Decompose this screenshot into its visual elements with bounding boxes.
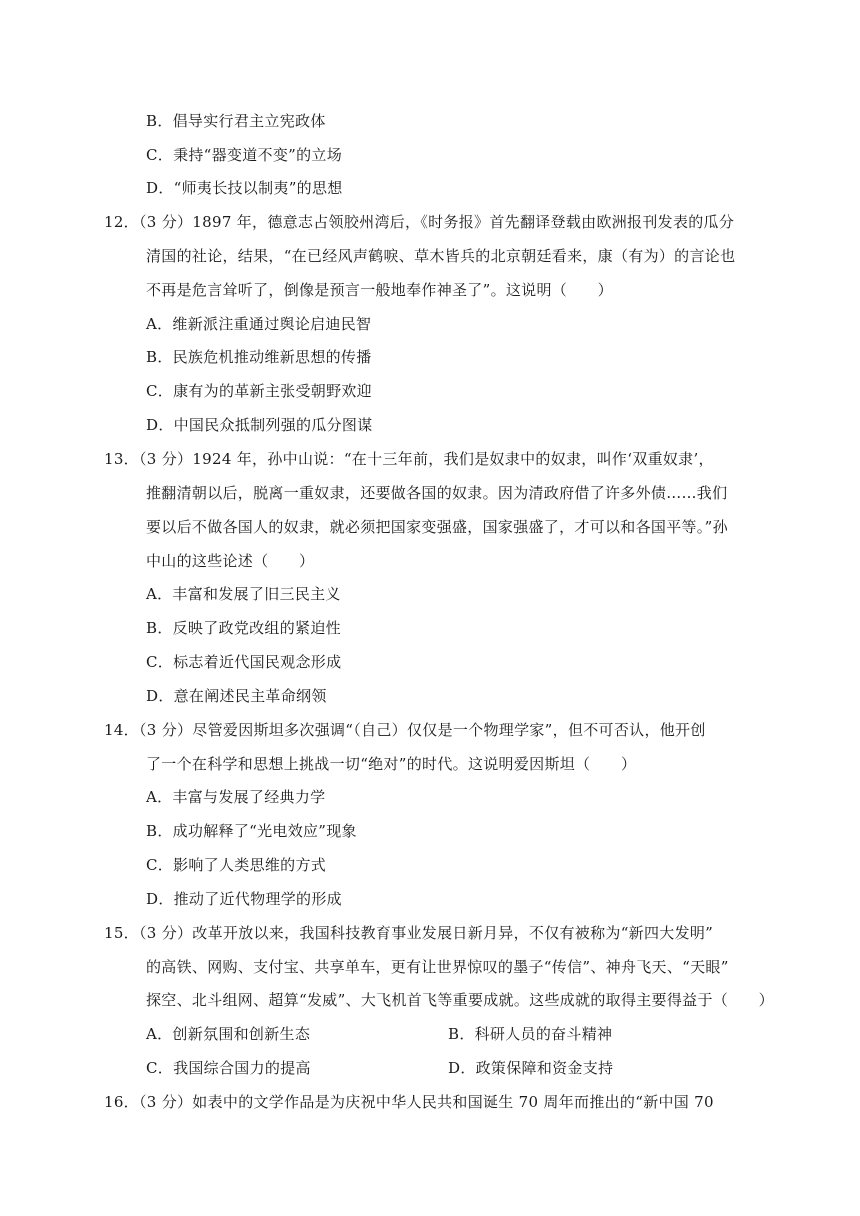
q13-option-b: B．反映了政党改组的紧迫性 xyxy=(146,619,341,637)
q13-option-d: D．意在阐述民主革命纲领 xyxy=(146,687,327,705)
q11-option-d: D．“师夷长技以制夷”的思想 xyxy=(146,179,343,197)
q12-stem-line-3: 不再是危言耸听了，倒像是预言一般地奉作神圣了”。这说明（ ） xyxy=(146,281,613,299)
q16-stem-line-1: 16．（3 分）如表中的文学作品是为庆祝中华人民共和国诞生 70 周年而推出的“新中国 70 xyxy=(104,1093,714,1111)
q12-option-a: A．维新派注重通过舆论启迪民智 xyxy=(146,315,372,333)
q14-stem-line-2: 了一个在科学和思想上挑战一切“绝对”的时代。这说明爱因斯坦（ ） xyxy=(146,755,637,773)
q11-option-c: C．秉持“器变道不变”的立场 xyxy=(146,146,343,164)
q15-option-c: C．我国综合国力的提高 xyxy=(146,1059,311,1077)
q14-option-a: A．丰富与发展了经典力学 xyxy=(146,788,326,806)
q15-stem-line-3: 探空、北斗组网、超算“发威”、大飞机首飞等重要成就。这些成就的取得主要得益于（ ） xyxy=(146,991,774,1009)
q13-option-c: C．标志着近代国民观念形成 xyxy=(146,653,342,671)
q12-option-b: B．民族危机推动维新思想的传播 xyxy=(146,348,372,366)
q14-option-c: C．影响了人类思维的方式 xyxy=(146,856,327,874)
q12-option-c: C．康有为的革新主张受朝野欢迎 xyxy=(146,382,372,400)
q12-option-d: D．中国民众抵制列强的瓜分图谋 xyxy=(146,416,373,434)
q12-stem-line-1: 12．（3 分）1897 年，德意志占领胶州湾后，《时务报》首先翻译登载由欧洲报刊发表的瓜分 xyxy=(104,213,735,231)
q13-stem-line-3: 要以后不做各国人的奴隶，就必须把国家变强盛，国家强盛了，才可以和各国平等。”孙 xyxy=(146,518,728,536)
q14-option-b: B．成功解释了“光电效应”现象 xyxy=(146,822,357,840)
q11-option-b: B．倡导实行君主立宪政体 xyxy=(146,112,326,130)
q14-option-d: D．推动了近代物理学的形成 xyxy=(146,890,342,908)
q15-stem-line-2: 的高铁、网购、支付宝、共享单车，更有让世界惊叹的墨子“传信”、神舟飞天、“天眼” xyxy=(146,958,729,976)
q13-stem-line-4: 中山的这些论述（ ） xyxy=(146,552,315,570)
q13-stem-line-2: 推翻清朝以后，脱离一重奴隶，还要做各国的奴隶。因为清政府借了许多外债……我们 xyxy=(146,484,728,502)
q15-option-a: A．创新氛围和创新生态 xyxy=(146,1025,311,1043)
q12-stem-line-2: 清国的社论，结果，“在已经风声鹤唳、草木皆兵的北京朝廷看来，康（有为）的言论也 xyxy=(146,247,736,265)
q14-stem-line-1: 14．（3 分）尽管爱因斯坦多次强调“（自己）仅仅是一个物理学家”，但不可否认，他开创 xyxy=(104,721,706,739)
q13-stem-line-1: 13．（3 分）1924 年，孙中山说：“在十三年前，我们是奴隶中的奴隶，叫作‘双重奴隶’， xyxy=(104,450,714,468)
q15-option-b: B．科研人员的奋斗精神 xyxy=(448,1025,613,1043)
q15-stem-line-1: 15．（3 分）改革开放以来，我国科技教育事业发展日新月异，不仅有被称为“新四大发明” xyxy=(104,924,714,942)
q15-option-d: D．政策保障和资金支持 xyxy=(448,1059,614,1077)
q13-option-a: A．丰富和发展了旧三民主义 xyxy=(146,585,341,603)
